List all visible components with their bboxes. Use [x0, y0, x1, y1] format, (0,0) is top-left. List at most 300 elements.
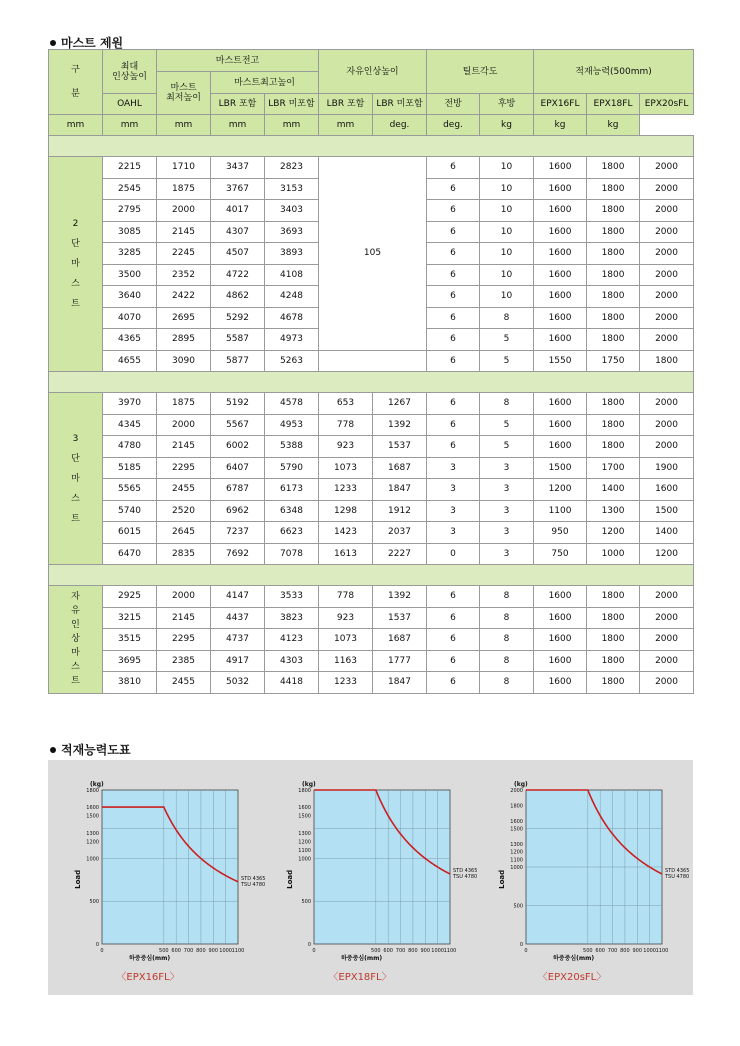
table-cell: 3767 — [211, 178, 265, 200]
table-cell: 1423 — [319, 522, 373, 544]
table-cell: 2000 — [640, 200, 694, 222]
y-axis-label: Load — [74, 869, 82, 889]
table-cell: 8 — [480, 650, 534, 672]
table-cell: 1800 — [587, 436, 640, 458]
table-cell: 2835 — [157, 543, 211, 565]
header-mast-max: 마스트최고높이 — [211, 72, 319, 94]
unit-cell: mm — [157, 115, 211, 136]
table-cell: 1600 — [534, 629, 587, 651]
table-cell: 1875 — [157, 178, 211, 200]
capacity-chart-epx16fl — [62, 772, 266, 968]
table-cell: 6 — [427, 329, 480, 351]
y-tick-label: 500 — [513, 903, 523, 910]
x-tick-label: 0 — [524, 948, 528, 954]
table-cell: 8 — [480, 672, 534, 694]
table-cell: 950 — [534, 522, 587, 544]
table-cell: 1800 — [587, 672, 640, 694]
table-cell: 6470 — [103, 543, 157, 565]
y-axis-label: Load — [498, 869, 506, 889]
x-tick-label: 800 — [196, 948, 206, 954]
table-row — [49, 479, 694, 501]
table-cell: 2000 — [640, 178, 694, 200]
unit-cell: deg. — [427, 115, 480, 136]
table-cell: 5740 — [103, 500, 157, 522]
curve-annotation: STD 4365 — [453, 868, 478, 875]
y-tick-label: 1800 — [86, 788, 99, 794]
table-cell: 2295 — [157, 629, 211, 651]
chart-svg — [62, 772, 266, 968]
table-cell: 1550 — [534, 350, 587, 372]
table-cell: 2823 — [265, 157, 319, 179]
x-tick-label: 600 — [383, 948, 393, 954]
separator-cell — [49, 565, 694, 586]
table-cell: 1800 — [587, 286, 640, 308]
y-tick-label: 1200 — [510, 849, 523, 856]
y-tick-label: 1500 — [510, 826, 523, 833]
table-cell: 2000 — [640, 629, 694, 651]
table-cell: 3893 — [265, 243, 319, 265]
unit-cell: mm — [319, 115, 373, 136]
y-tick-label: 1600 — [86, 805, 99, 812]
table-cell: 1600 — [534, 178, 587, 200]
y-tick-label: 1000 — [86, 856, 99, 863]
table-cell: 2545 — [103, 178, 157, 200]
table-cell: 8 — [480, 629, 534, 651]
table-cell: 1600 — [534, 264, 587, 286]
curve-annotation: STD 4365 — [665, 868, 690, 875]
table-cell: 3 — [427, 479, 480, 501]
table-cell: 750 — [534, 543, 587, 565]
table-cell: 7078 — [265, 543, 319, 565]
table-cell: 4147 — [211, 586, 265, 608]
y-tick-label: 1800 — [510, 803, 523, 810]
x-tick-label: 900 — [208, 948, 219, 954]
unit-cell: deg. — [373, 115, 427, 136]
y-unit-label: (kg) — [90, 781, 104, 788]
table-cell: 1500 — [640, 500, 694, 522]
table-row — [49, 650, 694, 672]
table-cell: 1200 — [534, 479, 587, 501]
table-cell: 5877 — [211, 350, 265, 372]
chart-model-label: 〈EPX20sFL〉 — [537, 972, 607, 983]
unit-cell: mm — [49, 115, 103, 136]
chart-svg — [274, 772, 478, 968]
table-cell: 4780 — [103, 436, 157, 458]
table-cell: 1800 — [587, 607, 640, 629]
unit-cell: mm — [265, 115, 319, 136]
table-cell: 3 — [480, 543, 534, 565]
x-tick-label: 1000 — [431, 948, 445, 954]
table-cell: 4248 — [265, 286, 319, 308]
x-tick-label: 700 — [395, 948, 406, 954]
table-cell: 10 — [480, 243, 534, 265]
table-cell: 6787 — [211, 479, 265, 501]
table-cell: 10 — [480, 264, 534, 286]
table-cell: 1777 — [373, 650, 427, 672]
table-cell: 2000 — [157, 200, 211, 222]
table-cell: 5263 — [265, 350, 319, 372]
table-cell: 6 — [427, 200, 480, 222]
y-tick-label: 2000 — [510, 788, 523, 794]
table-cell: 6407 — [211, 457, 265, 479]
table-cell: 6962 — [211, 500, 265, 522]
table-cell: 4655 — [103, 350, 157, 372]
table-cell: 6 — [427, 672, 480, 694]
table-cell: 1233 — [319, 479, 373, 501]
table-cell: 778 — [319, 414, 373, 436]
table-cell: 4017 — [211, 200, 265, 222]
table-cell: 3 — [427, 457, 480, 479]
table-cell: 1400 — [640, 522, 694, 544]
y-tick-label: 500 — [89, 899, 99, 906]
table-cell: 1073 — [319, 457, 373, 479]
table-cell: 1710 — [157, 157, 211, 179]
table-row — [49, 672, 694, 694]
group-label: 자 유 인 상 마 스 트 — [49, 586, 103, 694]
mast-spec-table — [48, 49, 694, 694]
table-row — [49, 436, 694, 458]
y-unit-label: (kg) — [514, 781, 528, 788]
table-cell: 1000 — [587, 543, 640, 565]
table-cell: 1537 — [373, 607, 427, 629]
curve-annotation: STD 4365 — [241, 875, 266, 882]
table-cell: 5292 — [211, 307, 265, 329]
table-cell: 2000 — [157, 414, 211, 436]
table-cell: 1847 — [373, 672, 427, 694]
table-cell: 5 — [480, 436, 534, 458]
table-cell: 2000 — [640, 307, 694, 329]
header-lbr-in: LBR 포함 — [211, 94, 265, 115]
table-cell: 1392 — [373, 586, 427, 608]
table-cell: 6348 — [265, 500, 319, 522]
table-cell: 4418 — [265, 672, 319, 694]
y-tick-label: 500 — [301, 899, 311, 906]
table-cell: 3695 — [103, 650, 157, 672]
table-cell: 5 — [480, 329, 534, 351]
plot-area — [314, 790, 450, 944]
capacity-chart-epx18fl — [274, 772, 478, 968]
table-cell: 7237 — [211, 522, 265, 544]
y-tick-label: 1600 — [510, 818, 523, 825]
table-cell: 6 — [427, 586, 480, 608]
table-cell: 2000 — [640, 243, 694, 265]
group-separator-row — [49, 372, 694, 393]
table-cell: 2145 — [157, 436, 211, 458]
table-cell: 1233 — [319, 672, 373, 694]
group-label: 3 단 마 스 트 — [49, 393, 103, 565]
capacity-chart-panel — [48, 760, 693, 995]
table-cell: 1875 — [157, 393, 211, 415]
header-mast-full: 마스트전고 — [157, 50, 319, 72]
table-cell: 4507 — [211, 243, 265, 265]
capacity-chart-epx20sfl — [486, 772, 690, 968]
table-row — [49, 607, 694, 629]
x-tick-label: 600 — [595, 948, 605, 954]
table-row — [49, 457, 694, 479]
table-cell: 1800 — [640, 350, 694, 372]
table-cell: 1600 — [534, 672, 587, 694]
table-cell: 1600 — [534, 393, 587, 415]
table-cell: 8 — [480, 393, 534, 415]
table-cell: 2000 — [640, 157, 694, 179]
table-cell: 2000 — [640, 672, 694, 694]
table-cell: 1600 — [534, 650, 587, 672]
table-cell: 4722 — [211, 264, 265, 286]
header-free-lbr-in: LBR 포함 — [319, 94, 373, 115]
x-tick-label: 500 — [371, 948, 381, 954]
table-cell: 3970 — [103, 393, 157, 415]
table-cell: 2000 — [640, 436, 694, 458]
table-cell: 2455 — [157, 672, 211, 694]
table-cell: 1163 — [319, 650, 373, 672]
y-tick-label: 0 — [307, 942, 311, 948]
table-cell: 6 — [427, 264, 480, 286]
table-cell: 3215 — [103, 607, 157, 629]
table-cell: 4307 — [211, 221, 265, 243]
table-cell: 7692 — [211, 543, 265, 565]
x-axis-label: 하중중심(mm) — [553, 955, 595, 962]
table-cell: 4108 — [265, 264, 319, 286]
table-cell: 1800 — [587, 629, 640, 651]
table-cell: 4578 — [265, 393, 319, 415]
table-cell: 4862 — [211, 286, 265, 308]
chart-title-text: 적재능력도표 — [61, 743, 131, 757]
table-cell: 2000 — [640, 650, 694, 672]
table-cell: 3085 — [103, 221, 157, 243]
table-cell: 3693 — [265, 221, 319, 243]
table-cell: 1600 — [534, 221, 587, 243]
y-tick-label: 1200 — [86, 839, 99, 846]
x-tick-label: 600 — [171, 948, 181, 954]
table-cell: 1613 — [319, 543, 373, 565]
bullet-icon — [50, 40, 56, 46]
table-cell: 1800 — [587, 414, 640, 436]
table-cell: 3153 — [265, 178, 319, 200]
table-cell: 4678 — [265, 307, 319, 329]
table-cell: 6015 — [103, 522, 157, 544]
table-cell: 6 — [427, 629, 480, 651]
table-cell: 3515 — [103, 629, 157, 651]
table-cell: 1200 — [640, 543, 694, 565]
header-gubun: 구 분 — [49, 50, 103, 115]
table-cell: 1600 — [534, 307, 587, 329]
header-free-lift: 자유인상높이 — [319, 50, 427, 94]
table-cell: 6 — [427, 307, 480, 329]
table-cell: 1800 — [587, 650, 640, 672]
table-cell: 1600 — [534, 586, 587, 608]
table-cell: 2227 — [373, 543, 427, 565]
table-cell: 1800 — [587, 243, 640, 265]
curve-annotation: TSU 4780 — [665, 874, 690, 881]
table-cell: 8 — [480, 586, 534, 608]
spec-table-body — [49, 136, 694, 694]
header-oahl: OAHL — [103, 94, 157, 115]
table-cell: 1600 — [534, 607, 587, 629]
table-cell: 1700 — [587, 457, 640, 479]
table-cell: 2000 — [640, 607, 694, 629]
table-cell: 1750 — [587, 350, 640, 372]
table-cell: 6002 — [211, 436, 265, 458]
y-tick-label: 0 — [95, 942, 99, 948]
table-cell: 1800 — [587, 307, 640, 329]
table-cell: 5567 — [211, 414, 265, 436]
table-cell: 4345 — [103, 414, 157, 436]
table-cell: 4365 — [103, 329, 157, 351]
table-cell: 2455 — [157, 479, 211, 501]
table-cell: 653 — [319, 393, 373, 415]
table-cell: 3285 — [103, 243, 157, 265]
table-cell: 6 — [427, 157, 480, 179]
table-cell: 3823 — [265, 607, 319, 629]
table-cell: 5587 — [211, 329, 265, 351]
table-cell: 5185 — [103, 457, 157, 479]
y-axis-label: Load — [286, 869, 294, 889]
table-cell: 2000 — [640, 329, 694, 351]
unit-cell: mm — [103, 115, 157, 136]
table-cell: 6 — [427, 221, 480, 243]
x-tick-label: 0 — [312, 948, 316, 954]
table-cell: 1800 — [587, 329, 640, 351]
table-cell: 1687 — [373, 457, 427, 479]
chart-svg — [486, 772, 690, 968]
header-max-lift: 최대 인상높이 — [103, 50, 157, 94]
table-cell: 10 — [480, 178, 534, 200]
table-cell: 5192 — [211, 393, 265, 415]
table-cell: 2000 — [640, 221, 694, 243]
table-cell: 4953 — [265, 414, 319, 436]
x-tick-label: 1100 — [443, 948, 457, 954]
header-free-lbr-out: LBR 미포함 — [373, 94, 427, 115]
table-cell: 2037 — [373, 522, 427, 544]
free-lift-merged-cell: 105 — [319, 157, 427, 351]
table-cell: 1900 — [640, 457, 694, 479]
table-cell: 1800 — [587, 178, 640, 200]
table-cell: 6 — [427, 607, 480, 629]
table-cell: 2520 — [157, 500, 211, 522]
table-cell: 3 — [480, 457, 534, 479]
header-lbr-out: LBR 미포함 — [265, 94, 319, 115]
curve-annotation: TSU 4780 — [241, 881, 266, 888]
separator-cell — [49, 372, 694, 393]
y-tick-label: 1500 — [298, 813, 311, 820]
x-tick-label: 1100 — [655, 948, 669, 954]
table-cell: 3533 — [265, 586, 319, 608]
table-cell: 3500 — [103, 264, 157, 286]
table-cell: 1600 — [534, 157, 587, 179]
table-cell: 1600 — [534, 329, 587, 351]
x-axis-label: 하중중심(mm) — [341, 955, 383, 962]
table-row — [49, 500, 694, 522]
table-cell: 1600 — [534, 243, 587, 265]
header-rear: 후방 — [480, 94, 534, 115]
table-cell: 2145 — [157, 221, 211, 243]
x-tick-label: 800 — [620, 948, 630, 954]
table-cell: 2925 — [103, 586, 157, 608]
table-cell: 3810 — [103, 672, 157, 694]
table-cell: 1800 — [587, 264, 640, 286]
table-cell: 1600 — [534, 200, 587, 222]
chart-model-label: 〈EPX18FL〉 — [328, 972, 392, 983]
table-cell: 2895 — [157, 329, 211, 351]
table-cell: 5 — [480, 414, 534, 436]
header-mast-min: 마스트 최저높이 — [157, 72, 211, 115]
table-cell: 5032 — [211, 672, 265, 694]
table-cell: 1600 — [534, 436, 587, 458]
table-cell: 10 — [480, 286, 534, 308]
header-epx18: EPX18FL — [587, 94, 640, 115]
table-cell: 10 — [480, 221, 534, 243]
y-tick-label: 1000 — [510, 865, 523, 871]
table-cell: 3 — [480, 522, 534, 544]
group-separator-row — [49, 565, 694, 586]
table-row — [49, 414, 694, 436]
table-cell: 1400 — [587, 479, 640, 501]
x-tick-label: 700 — [183, 948, 194, 954]
y-tick-label: 1800 — [298, 788, 311, 794]
group-label: 2 단 마 스 트 — [49, 157, 103, 372]
y-tick-label: 1300 — [510, 841, 523, 848]
y-tick-label: 0 — [519, 942, 523, 948]
table-cell: 1073 — [319, 629, 373, 651]
table-cell: 778 — [319, 586, 373, 608]
table-cell: 4917 — [211, 650, 265, 672]
table-cell: 1800 — [587, 221, 640, 243]
table-cell: 3403 — [265, 200, 319, 222]
table-cell: 1800 — [587, 393, 640, 415]
table-cell: 5 — [480, 350, 534, 372]
table-cell: 2795 — [103, 200, 157, 222]
table-cell: 8 — [480, 607, 534, 629]
table-cell: 1687 — [373, 629, 427, 651]
table-cell: 10 — [480, 157, 534, 179]
table-cell: 1600 — [534, 286, 587, 308]
y-tick-label: 1100 — [510, 857, 523, 864]
spec-title-text: 마스트 제원 — [61, 36, 124, 50]
table-cell: 2000 — [640, 586, 694, 608]
header-epx20: EPX20sFL — [640, 94, 694, 115]
table-cell: 1100 — [534, 500, 587, 522]
table-cell: 6 — [427, 178, 480, 200]
table-cell: 2000 — [640, 393, 694, 415]
table-cell: 6 — [427, 243, 480, 265]
table-cell: 2422 — [157, 286, 211, 308]
table-cell: 3 — [427, 522, 480, 544]
table-cell: 1912 — [373, 500, 427, 522]
table-cell: 1500 — [534, 457, 587, 479]
table-cell: 4123 — [265, 629, 319, 651]
table-cell: 2000 — [640, 264, 694, 286]
x-tick-label: 500 — [159, 948, 169, 954]
table-cell: 6 — [427, 650, 480, 672]
unit-cell: kg — [587, 115, 640, 136]
table-cell: 6 — [427, 414, 480, 436]
table-cell: 2695 — [157, 307, 211, 329]
x-tick-label: 1100 — [231, 948, 245, 954]
table-cell: 2000 — [640, 286, 694, 308]
table-cell: 2385 — [157, 650, 211, 672]
table-cell: 4973 — [265, 329, 319, 351]
unit-cell: kg — [534, 115, 587, 136]
table-cell: 1267 — [373, 393, 427, 415]
table-cell: 4437 — [211, 607, 265, 629]
table-cell: 2295 — [157, 457, 211, 479]
table-cell: 5565 — [103, 479, 157, 501]
group-separator-row — [49, 136, 694, 157]
table-cell: 4303 — [265, 650, 319, 672]
plot-area — [102, 790, 238, 944]
table-cell: 4737 — [211, 629, 265, 651]
x-tick-label: 1000 — [219, 948, 233, 954]
